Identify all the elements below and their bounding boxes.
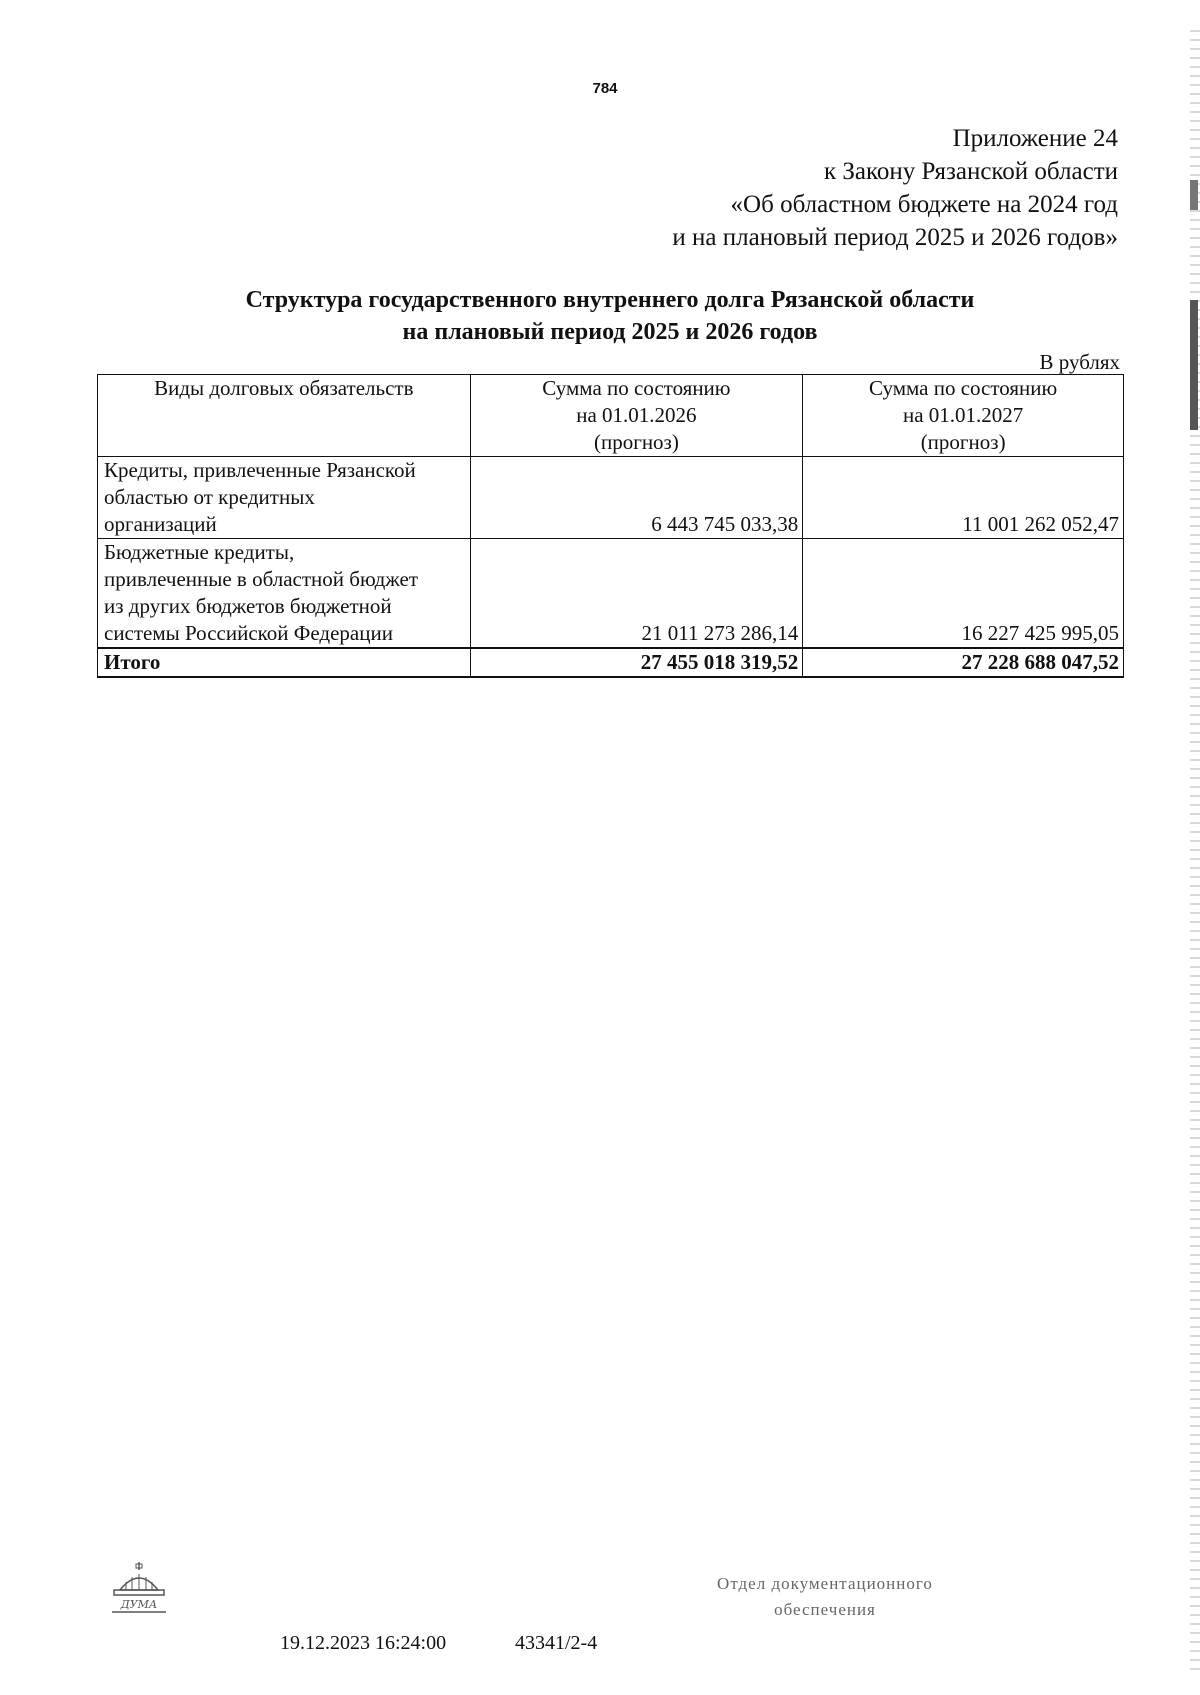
row-label-line: привлеченные в областной бюджет — [104, 567, 419, 591]
appendix-heading — [672, 122, 1118, 254]
appendix-line: Приложение 24 — [952, 125, 1118, 152]
header-line: на 01.01.2027 — [902, 403, 1024, 427]
value-2026-cell: 6 443 745 033,38 — [470, 457, 803, 539]
header-line: (прогноз) — [593, 430, 679, 454]
header-cell-obligation-type — [98, 375, 471, 457]
scan-edge-artifact — [1190, 300, 1198, 430]
appendix-line: к Закону Рязанской области — [824, 158, 1118, 185]
table-row — [98, 539, 1124, 649]
row-label-line: Бюджетные кредиты, — [104, 540, 295, 564]
department-stamp — [690, 1571, 960, 1623]
value-2026-cell: 21 011 273 286,14 — [470, 539, 803, 649]
footer-registration-number: 43341/2-4 — [515, 1632, 598, 1654]
header-line: Виды долговых обязательств — [154, 376, 414, 400]
document-title — [100, 284, 1120, 348]
header-line: Сумма по состоянию — [542, 376, 731, 400]
row-label-line: системы Российской Федерации — [104, 621, 393, 645]
row-label-cell — [98, 457, 471, 539]
row-label-line: Кредиты, привлеченные Рязанской — [104, 458, 416, 482]
total-label-cell: Итого — [98, 648, 471, 677]
row-label-line: областью от кредитных — [104, 485, 315, 509]
title-line: на плановый период 2025 и 2026 годов — [402, 319, 818, 345]
value-2027-cell: 11 001 262 052,47 — [803, 457, 1124, 539]
header-cell-2026 — [470, 375, 803, 457]
header-cell-2027 — [803, 375, 1124, 457]
debt-structure-table — [97, 374, 1124, 678]
footer-datetime: 19.12.2023 16:24:00 — [280, 1632, 447, 1654]
total-row — [98, 648, 1124, 677]
scan-edge-artifact — [1190, 180, 1198, 210]
duma-logo-icon — [108, 1560, 170, 1622]
header-line: Сумма по состоянию — [869, 376, 1058, 400]
header-line: на 01.01.2026 — [576, 403, 697, 427]
total-2027-cell: 27 228 688 047,52 — [803, 648, 1124, 677]
page-number: 784 — [592, 80, 618, 97]
row-label-cell — [98, 539, 471, 649]
row-label-line: организаций — [104, 512, 217, 536]
total-2026-cell: 27 455 018 319,52 — [470, 648, 803, 677]
table-row — [98, 457, 1124, 539]
appendix-line: и на плановый период 2025 и 2026 годов» — [672, 224, 1118, 251]
row-label-line: из других бюджетов бюджетной — [104, 594, 392, 618]
title-line: Структура государственного внутреннего долга Рязанской области — [245, 287, 975, 313]
logo-text: ДУМА — [120, 1598, 158, 1611]
stamp-line: Отдел документационного — [717, 1574, 933, 1593]
unit-note: В рублях — [1039, 350, 1120, 374]
value-2027-cell: 16 227 425 995,05 — [803, 539, 1124, 649]
scan-edge-artifact — [1190, 30, 1200, 1670]
header-line: (прогноз) — [920, 430, 1006, 454]
appendix-line: «Об областном бюджете на 2024 год — [730, 191, 1118, 218]
table-header-row — [98, 375, 1124, 457]
stamp-line: обеспечения — [774, 1600, 876, 1619]
